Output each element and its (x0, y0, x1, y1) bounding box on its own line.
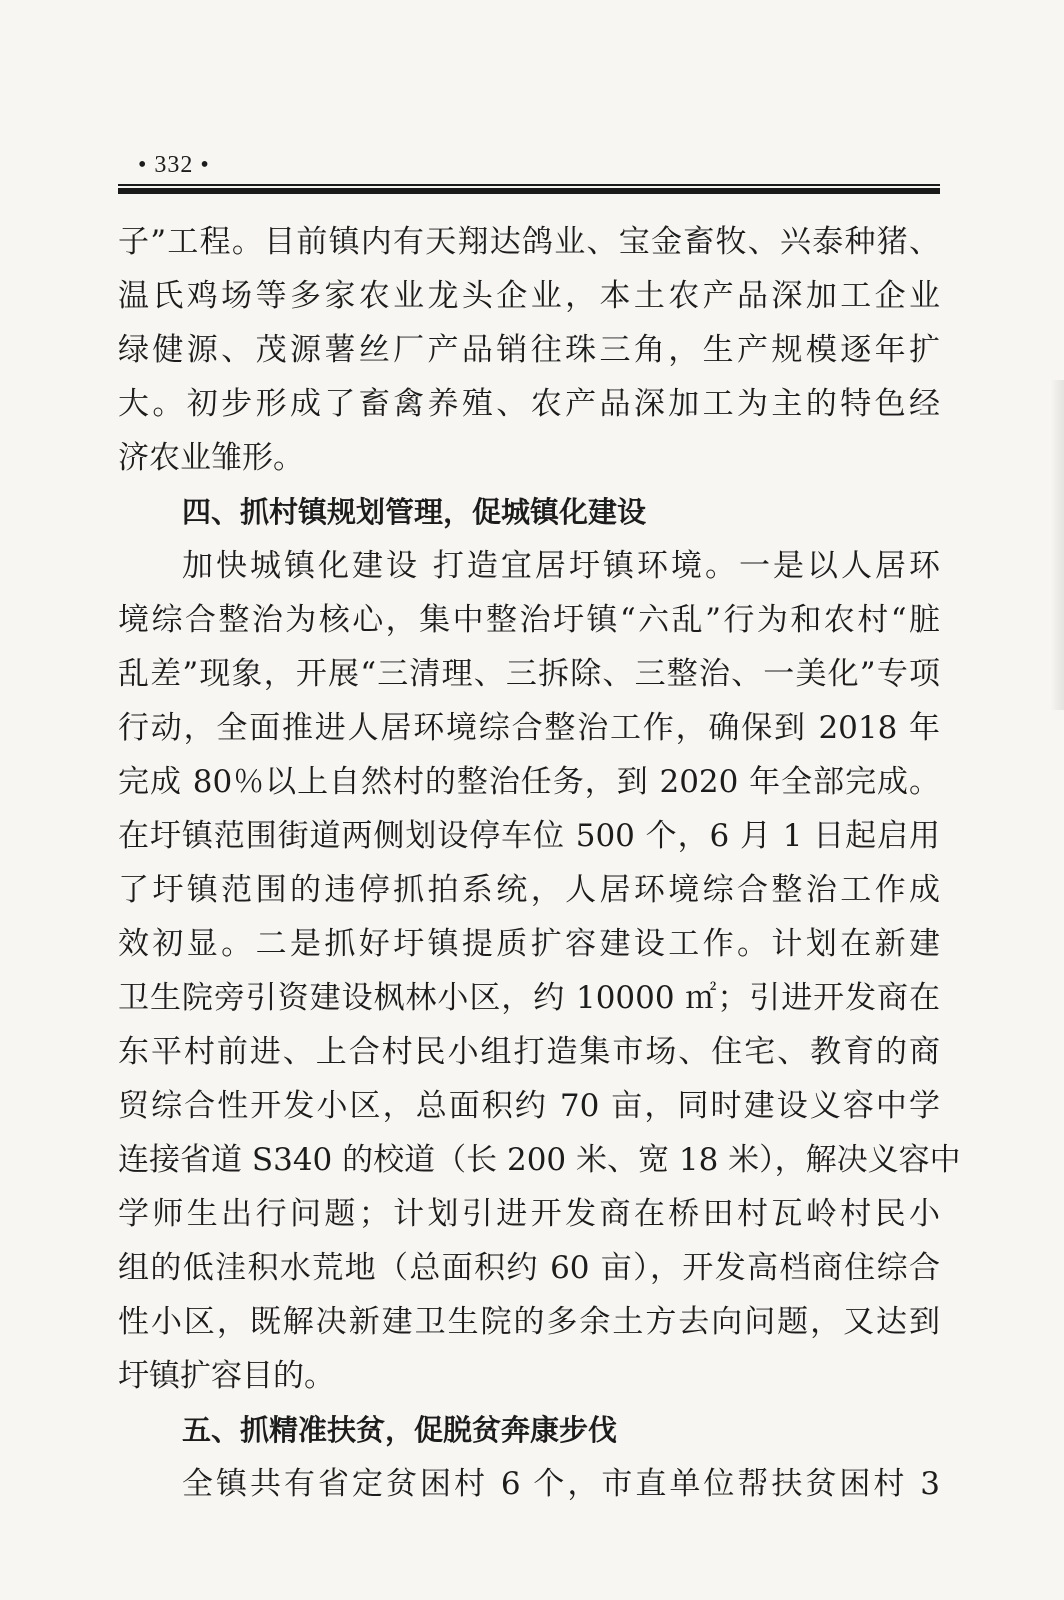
text-line: 全镇共有省定贫困村 6 个，市直单位帮扶贫困村 3 (182, 1466, 940, 1502)
text-line: 学师生出行问题；计划引进开发商在桥田村瓦岭村民小 (118, 1196, 940, 1232)
text-line: 效初显。二是抓好圩镇提质扩容建设工作。计划在新建 (118, 926, 940, 962)
text-line: 行动，全面推进人居环境综合整治工作，确保到 2018 年 (118, 710, 940, 746)
text-line: 连接省道 S340 的校道（长 200 米、宽 18 米），解决义容中 (118, 1142, 961, 1178)
section-heading: 五、抓精准扶贫，促脱贫奔康步伐 (182, 1413, 618, 1447)
text-line: 加快城镇化建设 打造宜居圩镇环境。一是以人居环 (182, 548, 940, 584)
text-line: 境综合整治为核心，集中整治圩镇“六乱”行为和农村“脏 (118, 602, 940, 638)
header-rule-thick (118, 188, 940, 194)
text-line: 济农业雏形。 (118, 440, 304, 476)
text-line: 了圩镇范围的违停抓拍系统，人居环境综合整治工作成 (118, 872, 940, 908)
text-line: 贸综合性开发小区，总面积约 70 亩，同时建设义容中学 (118, 1088, 940, 1124)
text-line: 组的低洼积水荒地（总面积约 60 亩），开发高档商住综合 (118, 1250, 940, 1286)
text-line: 卫生院旁引资建设枫林小区，约 10000 ㎡；引进开发商在 (118, 980, 940, 1016)
text-line: 完成 80％以上自然村的整治任务，到 2020 年全部完成。 (118, 764, 940, 800)
text-line: 在圩镇范围街道两侧划设停车位 500 个，6 月 1 日起启用 (118, 818, 940, 854)
body-text (118, 215, 961, 1511)
section-heading: 四、抓村镇规划管理，促城镇化建设 (182, 495, 647, 529)
text-line: 绿健源、茂源薯丝厂产品销往珠三角，生产规模逐年扩 (118, 332, 940, 368)
scan-shadow-edge (1050, 380, 1064, 710)
text-line: 大。初步形成了畜禽养殖、农产品深加工为主的特色经 (118, 386, 940, 422)
text-line: 子”工程。目前镇内有天翔达鸽业、宝金畜牧、兴泰种猪、 (118, 224, 940, 260)
text-line: 东平村前进、上合村民小组打造集市场、住宅、教育的商 (118, 1034, 940, 1070)
text-line: 圩镇扩容目的。 (118, 1358, 335, 1394)
header-rule-thin (118, 184, 940, 186)
text-line: 温氏鸡场等多家农业龙头企业，本土农产品深加工企业 (118, 278, 940, 314)
text-line: 乱差”现象，开展“三清理、三拆除、三整治、一美化”专项 (118, 656, 940, 692)
page-header (118, 150, 940, 200)
page-number: • 332 • (138, 152, 210, 178)
text-line: 性小区，既解决新建卫生院的多余土方去向问题，又达到 (118, 1304, 940, 1340)
